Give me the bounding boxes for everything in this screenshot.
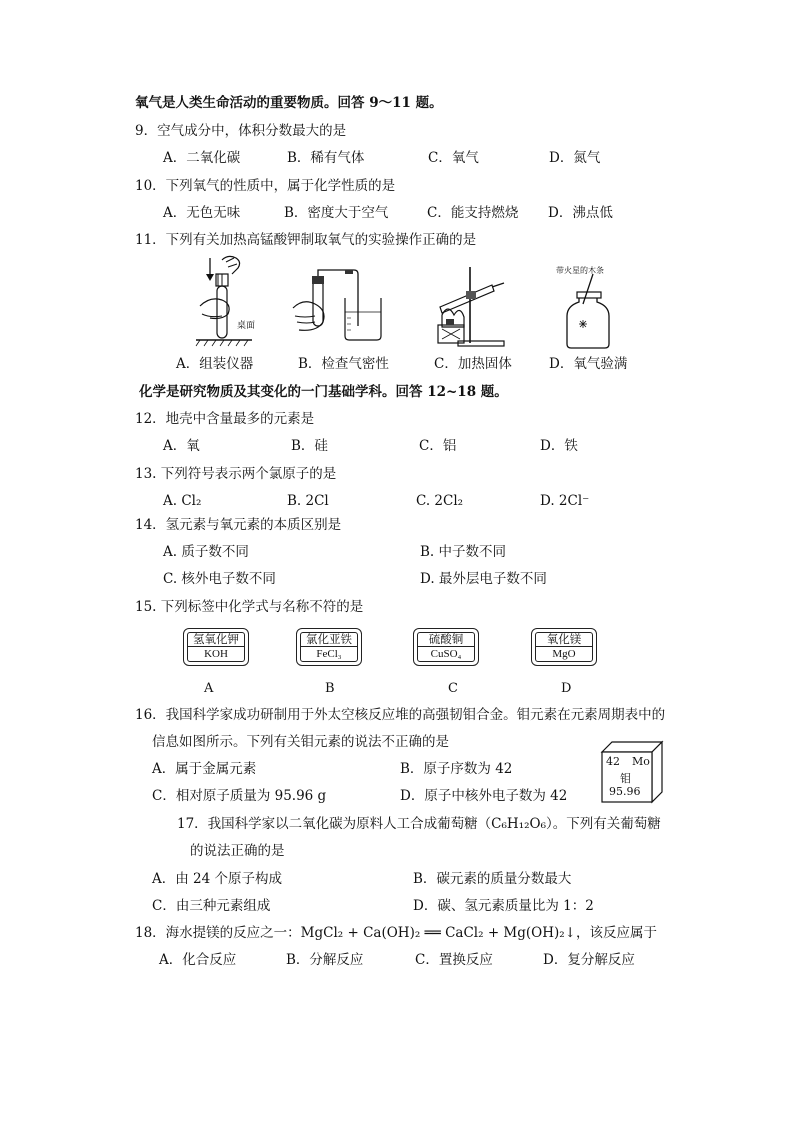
q14-option-b: B. 中子数不同 [420,544,507,560]
q17-stem-line1: 17．我国科学家以二氧化碳为原料人工合成葡萄糖（C₆H₁₂O₆）。下列有关葡萄糖 [177,816,661,832]
q13-option-b: B. 2Cl [287,493,329,509]
q9-option-a: A．二氧化碳 [163,150,241,166]
q16-option-c: C．相对原子质量为 95.96 g [152,788,327,804]
reagent-label-d-name: 氧化镁 [546,632,582,646]
q12-option-b: B．硅 [291,438,328,454]
q10-option-d: D．沸点低 [548,205,613,221]
reagent-label-a-name: 氢氧化钾 [193,632,239,646]
q17-option-d: D．碳、氢元素质量比为 1：2 [413,898,594,914]
q9-option-b: B．稀有气体 [287,150,365,166]
q18-option-d: D．复分解反应 [543,952,635,968]
element-name: 钼 [620,772,631,785]
q10-option-a: A．无色无味 [163,205,241,221]
q14-option-d: D. 最外层电子数不同 [420,571,547,587]
q18-option-b: B．分解反应 [286,952,364,968]
q10-option-b: B．密度大于空气 [284,205,389,221]
section-intro-oxygen: 氧气是人类生命活动的重要物质。回答 9～11 题。 [135,95,443,111]
q18-option-c: C．置换反应 [415,952,493,968]
q16-stem-line1: 16．我国科学家成功研制用于外太空核反应堆的高强韧钼合金。钼元素在元素周期表中的 [135,707,666,723]
q13-stem: 13. 下列符号表示两个氯原子的是 [135,466,337,482]
figure-oxygen-full-check [563,274,613,350]
reagent-label-b-name: 氯化亚铁 [306,632,352,646]
reagent-label-b [296,628,362,666]
q18-stem: 18．海水提镁的反应之一：MgCl₂ + Ca(OH)₂ ══ CaCl₂ + Mg(OH)₂↓，该反应属于 [135,925,657,941]
q17-option-a: A．由 24 个原子构成 [152,871,283,887]
q13-option-a: A. Cl₂ [163,493,202,509]
q16-option-a: A．属于金属元素 [152,761,257,777]
q16-stem-line2: 信息如图所示。下列有关钼元素的说法不正确的是 [152,734,449,750]
reagent-label-d [531,628,597,666]
q14-option-c: C. 核外电子数不同 [163,571,276,587]
figure-label-table: 桌面 [237,321,256,331]
q9-option-c: C．氧气 [428,150,479,166]
figure-heating-solid [432,263,510,349]
q15-stem: 15. 下列标签中化学式与名称不符的是 [135,599,364,615]
q18-option-a: A．化合反应 [159,952,237,968]
q11-option-c: C．加热固体 [434,356,512,372]
reagent-label-a [183,628,249,666]
q14-option-a: A. 质子数不同 [163,544,249,560]
reagent-label-d-formula: MgO [552,648,576,660]
element-atomic-number: 42 [606,755,620,768]
q12-option-c: C．铝 [419,438,457,454]
reagent-label-c [413,628,479,666]
q16-option-d: D．原子中核外电子数为 42 [400,788,568,804]
reagent-letter-c: C [448,681,458,696]
q17-option-b: B．碳元素的质量分数最大 [413,871,572,887]
q11-option-d: D．氧气验满 [549,356,628,372]
q11-option-b: B．检查气密性 [298,356,389,372]
q14-stem: 14．氢元素与氧元素的本质区别是 [135,517,342,533]
q12-stem: 12．地壳中含量最多的元素是 [135,411,315,427]
q12-option-a: A．氧 [163,438,200,454]
q17-option-c: C．由三种元素组成 [152,898,271,914]
reagent-letter-d: D [561,681,572,696]
q10-option-c: C．能支持燃烧 [427,205,519,221]
element-atomic-mass: 95.96 [609,785,641,798]
q12-option-d: D．铁 [540,438,578,454]
figure-airtightness-check [287,268,397,348]
reagent-label-b-formula: FeCl₃ [316,648,342,660]
figure-assemble-apparatus [192,254,262,350]
q11-stem: 11．下列有关加热高锰酸钾制取氧气的实验操作正确的是 [135,232,477,248]
reagent-letter-a: A [204,681,214,696]
reagent-label-a-formula: KOH [204,648,228,660]
q16-option-b: B．原子序数为 42 [400,761,513,777]
q10-stem: 10．下列氧气的性质中，属于化学性质的是 [135,178,396,194]
figure-label-splint: 带火星的木条 [556,266,604,275]
q17-stem-line2: 的说法正确的是 [190,843,285,859]
reagent-label-c-name: 硫酸铜 [428,632,464,646]
q13-option-d: D. 2Cl⁻ [540,493,590,509]
element-symbol: Mo [632,755,650,768]
q13-option-c: C. 2Cl₂ [416,493,464,509]
reagent-label-c-formula: CuSO₄ [430,648,462,660]
section-intro-chemistry: 化学是研究物质及其变化的一门基础学科。回答 12~18 题。 [139,384,508,400]
reagent-letter-b: B [325,681,335,696]
q9-stem: 9．空气成分中，体积分数最大的是 [135,123,347,139]
q9-option-d: D．氮气 [549,150,601,166]
q11-option-a: A．组装仪器 [176,356,254,372]
